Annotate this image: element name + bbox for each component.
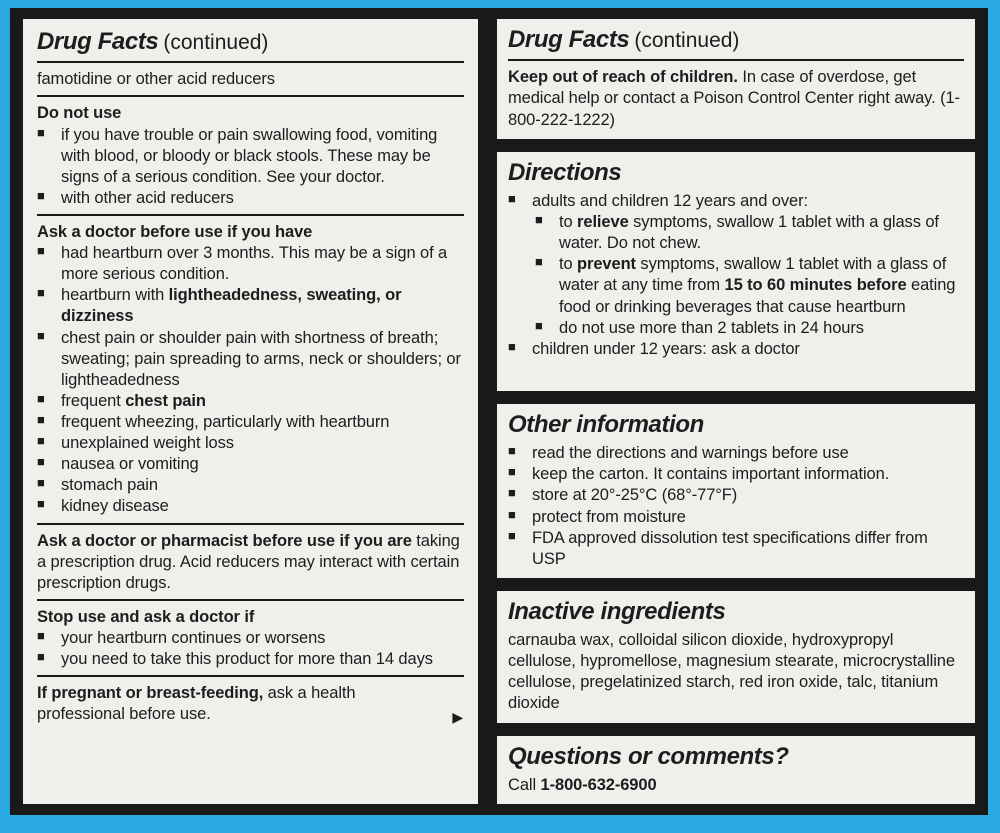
panel-questions-or-comments [497,736,975,804]
left-panel [23,19,478,804]
divider-rule [37,675,464,677]
divider-rule [37,523,464,525]
text-run: heartburn with [61,286,169,305]
section-title [508,159,964,187]
bullet-square-icon: ■ [37,627,45,643]
bullet-item [37,454,464,475]
bullet-square-icon: ■ [508,527,516,543]
text-run: ask a health professional before use. [37,684,356,724]
text-run: adults and children 12 years and over: [532,191,808,210]
divider-rule [37,214,464,216]
text-run: store at 20°-25°C (68°-77°F) [532,486,738,505]
bullet-square-icon: ■ [37,475,45,491]
text-run: unexplained weight loss [61,434,234,453]
text-run: symptoms, swallow 1 tablet with a glass of water at any time from [559,255,947,295]
bullet-text [532,485,964,506]
text-run: you need to take this product for more than 14 days [61,650,433,669]
bullet-text [61,496,464,517]
bullet-square-icon: ■ [37,433,45,449]
bullet-square-icon: ■ [37,390,45,406]
panel-other-information [497,404,975,578]
text-run: In case of overdose, get medical help or contact a Poison Control Center right away. (1-800-222-1222) [508,68,960,129]
bullet-item [508,191,964,212]
bullet-square-icon: ■ [535,317,543,333]
bullet-item [37,391,464,412]
bullet-item [508,443,964,464]
bullet-item [508,339,964,360]
divider-rule [37,61,464,63]
text-run: your heartburn continues or worsens [61,628,326,647]
bullet-text [61,328,464,391]
bullet-text [532,507,964,528]
divider-rule [37,599,464,601]
bullet-text [532,339,964,360]
panel-inactive-ingredients [497,591,975,723]
bullet-square-icon: ■ [508,464,516,480]
bullet-square-icon: ■ [37,124,45,140]
body-text [508,630,964,714]
bullet-text [61,475,464,496]
body-text [508,67,964,130]
bullet-item [37,628,464,649]
text-run: Directions [508,158,622,186]
bullet-text [532,443,964,464]
text-run: famotidine or other acid reducers [37,70,275,89]
text-run: chest pain [125,391,206,410]
text-run: 1-800-632-6900 [540,775,657,794]
text-run: (continued) [634,29,740,52]
text-run: prevent [577,255,636,274]
bullet-text [61,285,464,327]
text-run: symptoms, swallow 1 tablet with a glass of water. Do not chew. [559,213,939,253]
text-run: relieve [577,213,629,232]
bullet-text [61,188,464,209]
bullet-text [61,243,464,285]
text-run: Questions or comments? [508,742,789,770]
bullet-square-icon: ■ [37,285,45,301]
text-run: carnauba wax, colloidal silicon dioxide, hydroxypropyl cellulose, hypromellose, magnesium stearate, microcrystalline cellulose, pregelatinized starch, red iron oxide, talc, titanium dioxide [508,631,955,713]
label-frame [10,8,988,815]
text-run: to [559,213,578,232]
text-run: nausea or vomiting [61,455,199,474]
text-run: eating food or drinking beverages that cause heartburn [559,276,956,316]
text-run: FDA approved dissolution test specifications differ from USP [532,528,928,568]
section-title [508,411,964,439]
bullet-item [37,188,464,209]
bullet-square-icon: ■ [37,454,45,470]
text-run: frequent [61,391,126,410]
bullet-square-icon: ■ [37,327,45,343]
bullet-text [61,412,464,433]
text-run: protect from moisture [532,507,686,526]
bullet-text [532,191,964,212]
section-heading: Ask a doctor before use if you have [37,222,313,241]
section-heading: Do not use [37,104,122,123]
bullet-square-icon: ■ [508,190,516,206]
bullet-item [508,528,964,570]
bullet-text [559,212,964,254]
text-run: kidney disease [61,497,169,516]
bullet-square-icon: ■ [37,496,45,512]
bullet-text [559,254,964,317]
bullet-item [37,328,464,391]
bullet-item [535,318,964,339]
body-text [508,775,964,796]
bullet-square-icon: ■ [37,411,45,427]
body-text [37,683,464,725]
text-run: to [559,255,578,274]
text-run: Drug Facts [508,26,630,53]
bullet-text [61,433,464,454]
bullet-text [559,318,964,339]
body-text [37,531,464,594]
bullet-square-icon: ■ [508,443,516,459]
text-run: Other information [508,410,704,438]
section-title [508,598,964,626]
right-column [497,19,975,804]
text-run: had heartburn over 3 months. This may be a sign of a more serious condition. [61,244,448,284]
section-title [508,743,964,771]
text-run: chest pain or shoulder pain with shortness of breath; sweating; pain spreading to arms, neck or shoulders; or lightheadedness [61,328,461,389]
bullet-item [37,243,464,285]
text-run: read the directions and warnings before use [532,444,849,463]
bullet-text [532,528,964,570]
text-run: 15 to 60 minutes before [724,276,907,295]
text-run: frequent wheezing, particularly with heartburn [61,412,390,431]
text-run: If pregnant or breast-feeding, [37,684,264,703]
section-title [508,26,964,54]
bullet-item [508,485,964,506]
bullet-square-icon: ■ [37,243,45,259]
text-run: Keep out of reach of children. [508,68,738,87]
bullet-square-icon: ■ [508,485,516,501]
bullet-text [61,628,464,649]
panel-directions [497,152,975,391]
text-run: Ask a doctor or pharmacist before use if you are [37,531,412,550]
bullet-text [532,464,964,485]
text-run: children under 12 years: ask a doctor [532,339,800,358]
bullet-item [37,649,464,670]
bullet-square-icon: ■ [37,187,45,203]
bullet-text [61,454,464,475]
bullet-item [37,125,464,188]
text-run: do not use more than 2 tablets in 24 hours [559,318,864,337]
section-title [37,28,464,56]
bullet-item [508,464,964,485]
bullet-item [508,507,964,528]
bullet-square-icon: ■ [508,338,516,354]
bullet-text [61,125,464,188]
bullet-square-icon: ■ [508,506,516,522]
text-run: if you have trouble or pain swallowing food, vomiting with blood, or bloody or black stools. These may be signs of a serious condition. See your doctor. [61,125,438,186]
text-run: keep the carton. It contains important information. [532,465,890,484]
text-run: (continued) [163,31,269,54]
text-run: stomach pain [61,476,158,495]
text-run: Call [508,775,541,794]
text-run: taking a prescription drug. Acid reducers may interact with certain prescription drugs. [37,531,460,592]
bullet-item [535,212,964,254]
bullet-item [535,254,964,317]
bullet-item [37,433,464,454]
divider-rule [508,59,964,61]
text-run: lightheadedness, sweating, or dizziness [61,286,402,326]
bullet-item [37,496,464,517]
text-run: with other acid reducers [61,188,234,207]
panel-keep-out-of-reach [497,19,975,139]
bullet-item [37,285,464,327]
bullet-item [37,475,464,496]
section-heading: Stop use and ask a doctor if [37,607,255,626]
bullet-square-icon: ■ [535,212,543,228]
text-run: Drug Facts [37,28,159,55]
bullet-text [61,649,464,670]
bullet-text [61,391,464,412]
continue-arrow-icon: ▶ [452,709,463,726]
body-text [37,69,464,90]
divider-rule [37,95,464,97]
bullet-square-icon: ■ [535,254,543,270]
text-run: Inactive ingredients [508,597,726,625]
bullet-item [37,412,464,433]
bullet-square-icon: ■ [37,649,45,665]
